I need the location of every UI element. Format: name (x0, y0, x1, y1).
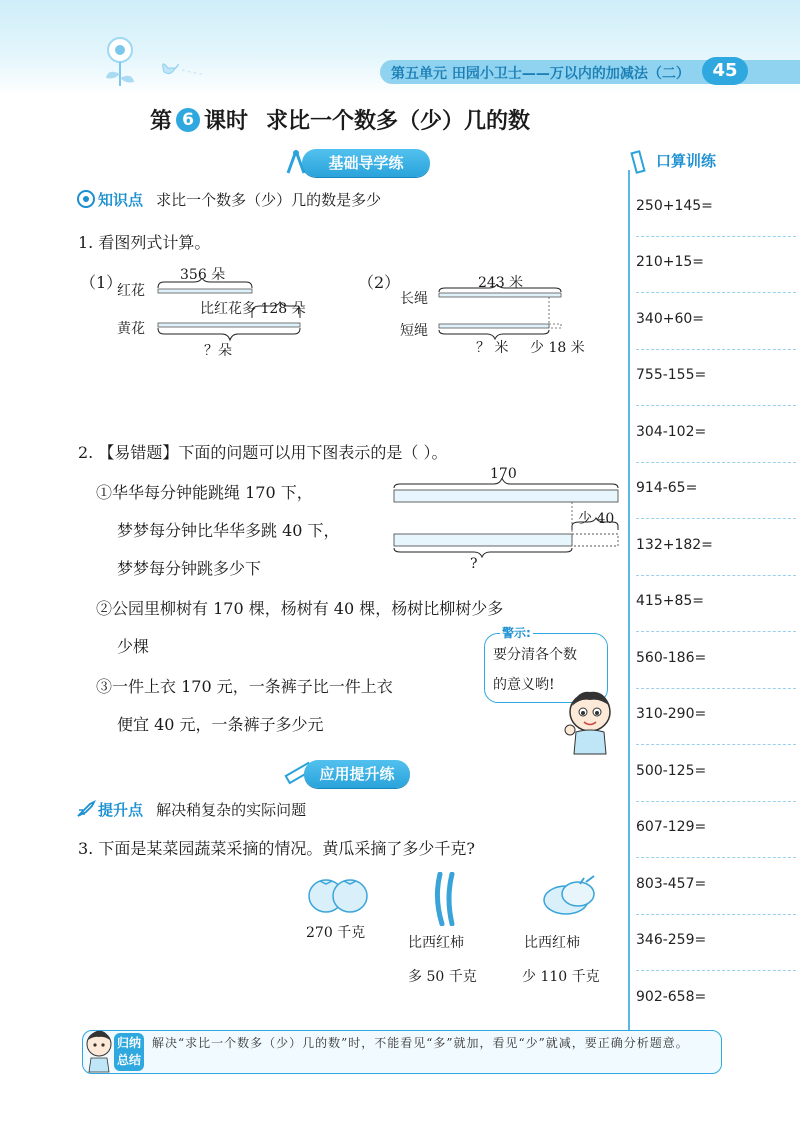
mental-math-item: 210+15= (636, 254, 704, 270)
divider (636, 857, 796, 858)
tip-line1: 要分清各个数 (493, 647, 577, 663)
knowledge-point-text: 求比一个数多（少）几的数是多少 (156, 191, 382, 209)
mental-math-item: 132+182= (636, 537, 713, 553)
divider (636, 801, 796, 802)
divider (636, 631, 796, 632)
q2-option2-line2: 少棵 (117, 637, 150, 656)
boy-mascot-icon (560, 688, 624, 758)
divider (636, 462, 796, 463)
q1-part2-label: （2） (358, 273, 401, 292)
q2-diagram-question: ? (470, 556, 478, 572)
eggplant-line2: 少 110 千克 (522, 969, 600, 985)
improvement-point (98, 799, 306, 820)
cucumber-icon (430, 872, 466, 926)
q2-option3-line1: ③一件上衣 170 元，一条裤子比一件上衣 (96, 677, 393, 696)
lesson-topic: 求比一个数多（少）几的数 (266, 109, 531, 134)
mental-math-item: 415+85= (636, 593, 704, 609)
q1-part2-row1-label: 长绳 (400, 291, 428, 307)
tomato-icon (306, 872, 370, 916)
banner-apply: 应用提升练 (304, 760, 410, 788)
rocket-icon (76, 800, 96, 818)
summary-tag-line2: 总结 (116, 1053, 141, 1067)
eggplant-line1: 比西红柿 (524, 935, 580, 951)
q1-part2-diagram (435, 284, 570, 340)
q2-option1-line2: 梦梦每分钟比华华多跳 40 下， (117, 521, 340, 540)
flower-decoration-icon (98, 28, 208, 88)
divider (636, 292, 796, 293)
mental-math-item: 803-457= (636, 876, 707, 892)
divider (636, 575, 796, 576)
mental-math-item: 914-65= (636, 480, 698, 496)
mental-math-item: 310-290= (636, 706, 707, 722)
eggplant-icon (540, 872, 600, 920)
divider (636, 688, 796, 689)
q1-part1-more-text: 比红花多 128 朵 (200, 301, 306, 317)
divider (636, 914, 796, 915)
mental-math-item: 560-186= (636, 650, 707, 666)
q1-part1-diagram (150, 278, 310, 344)
q2-diagram (390, 478, 626, 558)
q1-part1-row2-label: 黄花 (117, 321, 145, 337)
question-1: 1. 看图列式计算。 (78, 233, 211, 252)
improvement-point-text: 解决稍复杂的实际问题 (156, 801, 307, 819)
q1-part2-top-value: 243 米 (478, 275, 524, 291)
q2-option1-line3: 梦梦每分钟跳多少下 (117, 559, 262, 578)
cucumber-line1: 比西红柿 (408, 935, 464, 951)
q1-part1-question: ？朵 (204, 343, 232, 359)
tip-title: 警示: (502, 626, 531, 640)
q1-part2-question: ？ 米 (476, 340, 509, 356)
mental-math-item: 346-259= (636, 932, 707, 948)
tomato-weight: 270 千克 (306, 925, 366, 941)
divider (636, 349, 796, 350)
q2-option1-line1: ①华华每分钟能跳绳 170 下， (96, 483, 313, 502)
divider (636, 518, 796, 519)
summary-tag (114, 1033, 144, 1071)
mental-math-item: 755-155= (636, 367, 707, 383)
mental-math-item: 902-658= (636, 989, 707, 1005)
q1-part2-row2-label: 短绳 (400, 323, 428, 339)
improvement-point-label: 提升点 (98, 801, 144, 819)
mental-math-item: 250+145= (636, 198, 713, 214)
summary-mascot-icon (84, 1028, 114, 1074)
q1-part2-less-text: 少 18 米 (530, 340, 585, 356)
question-2: 2. 【易错题】下面的问题可以用下图表示的是（ ）。 (78, 443, 448, 462)
divider (636, 744, 796, 745)
knowledge-point (98, 189, 381, 210)
q1-part1-row1-label: 红花 (117, 283, 145, 299)
divider (636, 970, 796, 971)
q2-option3-line2: 便宜 40 元，一条裤子多少元 (117, 715, 324, 734)
divider (636, 236, 796, 237)
mental-math-item: 607-129= (636, 819, 707, 835)
column-divider (628, 170, 630, 1030)
lesson-title (150, 104, 530, 135)
mental-math-item: 340+60= (636, 311, 704, 327)
q2-option2-line1: ②公园里柳树有 170 棵，杨树有 40 棵，杨树比柳树少多 (96, 599, 504, 618)
q1-part1-top-value: 356 朵 (180, 267, 226, 283)
mental-math-item: 304-102= (636, 424, 707, 440)
unit-title: 第五单元 田园小卫士——万以内的加减法（二） (391, 66, 690, 82)
summary-tag-line1: 归纳 (116, 1036, 141, 1050)
page-number: 45 (702, 57, 748, 85)
q2-diagram-top-value: 170 (490, 466, 517, 482)
question-3: 3. 下面是某菜园蔬菜采摘的情况。黄瓜采摘了多少千克? (78, 839, 475, 858)
summary-text: 解决“求比一个数多（少）几的数”时，不能看见“多”就加，看见“少”就减，要正确分析题意。 (152, 1036, 689, 1050)
divider (636, 405, 796, 406)
target-icon (76, 189, 96, 209)
banner-basic: 基础导学练 (302, 149, 430, 177)
knowledge-point-label: 知识点 (98, 191, 144, 209)
lesson-prefix: 第 (150, 109, 173, 134)
lesson-number-badge: 6 (176, 108, 200, 132)
q1-part1-label: （1） (80, 273, 123, 292)
tip-line2: 的意义哟! (493, 677, 555, 693)
mental-math-item: 500-125= (636, 763, 707, 779)
mental-math-title: 口算训练 (656, 152, 717, 170)
lesson-suffix: 课时 (204, 109, 249, 134)
cucumber-line2: 多 50 千克 (408, 969, 477, 985)
q2-diagram-less-text: 少 40 (578, 511, 615, 527)
